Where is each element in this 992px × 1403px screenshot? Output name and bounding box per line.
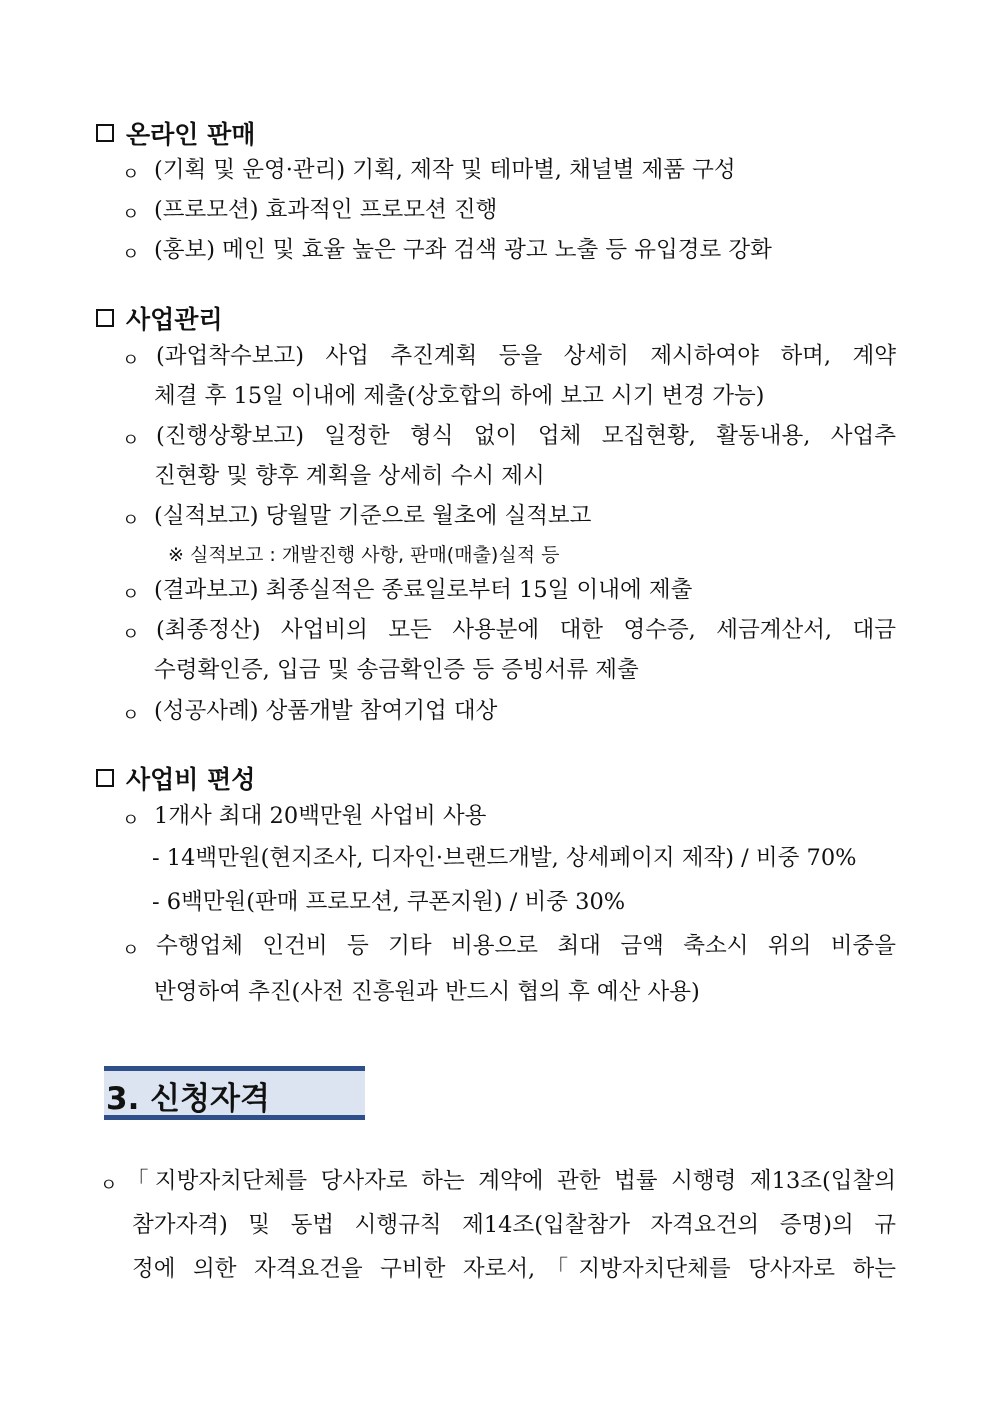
list-item-continuation: 반영하여 추진(사전 진흥원과 반드시 협의 후 예산 사용) xyxy=(154,979,700,1005)
bullet-icon: ㅇ xyxy=(122,510,140,531)
bullet-icon: ㅇ xyxy=(122,584,140,605)
chapter-title-box xyxy=(104,1066,365,1120)
list-item: (결과보고) 최종실적은 종료일로부터 15일 이내에 제출 xyxy=(154,577,693,603)
sub-item: - 14백만원(현지조사, 디자인·브랜드개발, 상세페이지 제작) / 비중 70% xyxy=(152,845,857,871)
section-heading-project-management xyxy=(96,300,223,336)
bullet-icon: ㅇ xyxy=(122,204,140,225)
section-heading-text: 온라인 판매 xyxy=(126,120,256,149)
list-item: (진행상황보고) 일정한 형식 없이 업체 모집현황, 활동내용, 사업추 xyxy=(156,423,896,449)
list-item: (기획 및 운영·관리) 기획, 제작 및 테마별, 채널별 제품 구성 xyxy=(154,157,736,183)
bullet-icon: ㅇ xyxy=(122,810,140,831)
bullet-icon: ㅇ xyxy=(122,164,140,185)
list-item: (프로모션) 효과적인 프로모션 진행 xyxy=(154,197,498,223)
chapter-title: 3. 신청자격 xyxy=(106,1081,270,1117)
section-heading-online-sales xyxy=(96,115,255,151)
section-heading-text: 사업비 편성 xyxy=(126,765,256,794)
list-item: 수행업체 인건비 등 기타 비용으로 최대 금액 축소시 위의 비중을 xyxy=(156,933,896,959)
bullet-icon: ㅇ xyxy=(122,244,140,265)
checkbox-square-icon xyxy=(96,769,114,787)
checkbox-square-icon xyxy=(96,309,114,327)
checkbox-square-icon xyxy=(96,124,114,142)
sub-item: - 6백만원(판매 프로모션, 쿠폰지원) / 비중 30% xyxy=(152,889,626,915)
bullet-icon: ㅇ xyxy=(122,350,140,371)
list-item: (홍보) 메인 및 효율 높은 구좌 검색 광고 노출 등 유입경로 강화 xyxy=(154,237,772,263)
list-item: (과업착수보고) 사업 추진계획 등을 상세히 제시하여야 하며, 계약 xyxy=(156,343,896,369)
note-text: ※ 실적보고 : 개발진행 사항, 판매(매출)실적 등 xyxy=(168,544,560,566)
bullet-icon: ㅇ xyxy=(122,624,140,645)
list-item: 1개사 최대 20백만원 사업비 사용 xyxy=(154,803,487,829)
list-item: (성공사례) 상품개발 참여기업 대상 xyxy=(154,698,498,724)
bullet-icon: ㅇ xyxy=(122,940,140,961)
list-item-continuation: 수령확인증, 입금 및 송금확인증 등 증빙서류 제출 xyxy=(154,657,639,683)
section-heading-budget xyxy=(96,760,255,796)
bullet-icon: ㅇ xyxy=(122,705,140,726)
paragraph-line: 「지방자치단체를 당사자로 하는 계약에 관한 법률 시행령 제13조(입찰의 xyxy=(126,1168,896,1194)
list-item: (최종정산) 사업비의 모든 사용분에 대한 영수증, 세금계산서, 대금 xyxy=(156,617,896,643)
section-heading-text: 사업관리 xyxy=(126,305,223,334)
paragraph-line: 참가자격) 및 동법 시행규칙 제14조(입찰참가 자격요건의 증명)의 규 xyxy=(132,1212,896,1238)
bullet-icon: ㅇ xyxy=(100,1175,118,1196)
paragraph-line: 정에 의한 자격요건을 구비한 자로서,「지방자치단체를 당사자로 하는 xyxy=(132,1256,896,1282)
list-item: (실적보고) 당월말 기준으로 월초에 실적보고 xyxy=(154,503,592,529)
list-item-continuation: 체결 후 15일 이내에 제출(상호합의 하에 보고 시기 변경 가능) xyxy=(154,383,765,409)
list-item-continuation: 진현황 및 향후 계획을 상세히 수시 제시 xyxy=(154,463,545,489)
bullet-icon: ㅇ xyxy=(122,430,140,451)
